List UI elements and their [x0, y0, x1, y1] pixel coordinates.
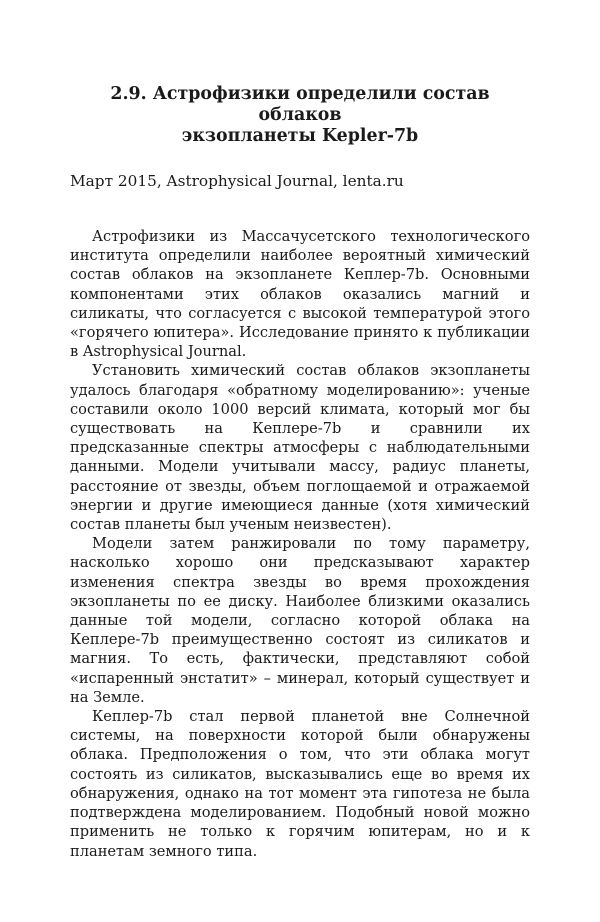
- paragraph-2: Установить химический состав облаков экзопланеты удалось благодаря «обратному моделированию»: ученые составили около 1000 версий климата, который мог бы существовать на Кеплере-7b и сравнили их предсказанные спектры атмосферы с наблюдательными данными. Модели учитывали массу, радиус планеты, расстояние от звезды, объем поглощаемой и отражаемой энергии и другие имеющиеся данные (хотя химический состав планеты был ученым неизвестен).: [70, 362, 530, 534]
- article-body: [70, 227, 530, 861]
- article-title: [70, 84, 530, 147]
- article-source: Март 2015, Astrophysical Journal, lenta.ru: [70, 172, 404, 190]
- paragraph-4: Кеплер-7b стал первой планетой вне Солнечной системы, на поверхности которой были обнаружены облака. Предположения о том, что эти облака могут состоять из силикатов, высказывались еще во время их обнаружения, однако на тот момент эта гипотеза не была подтверждена моделированием. Подобный новой можно применить не только к горячим юпитерам, но и к планетам земного типа.: [70, 708, 530, 860]
- article-title-line-1: 2.9. Астрофизики определили состав облаков: [110, 84, 490, 125]
- paragraph-3: Модели затем ранжировали по тому параметру, насколько хорошо они предсказывают характер изменения спектра звезды во время прохождения экзопланеты по ее диску. Наиболее близкими оказались данные той модели, согласно которой облака на Кеплере-7b преимущественно состоят из силикатов и магния. То есть, фактически, представляют собой «испаренный энстатит» – минерал, который существует и на Земле.: [70, 535, 530, 706]
- paragraph-1: Астрофизики из Массачусетского технологического института определили наиболее вероятный химический состав облаков на экзопланете Кеплер-7b. Основными компонентами этих облаков оказались магний и силикаты, что согласуется с высокой температурой этого «горячего юпитера». Исследование принято к публикации в Astrophysical Journal.: [70, 228, 530, 361]
- article-title-line-2: экзопланеты Kepler-7b: [181, 126, 419, 146]
- page: [70, 84, 530, 861]
